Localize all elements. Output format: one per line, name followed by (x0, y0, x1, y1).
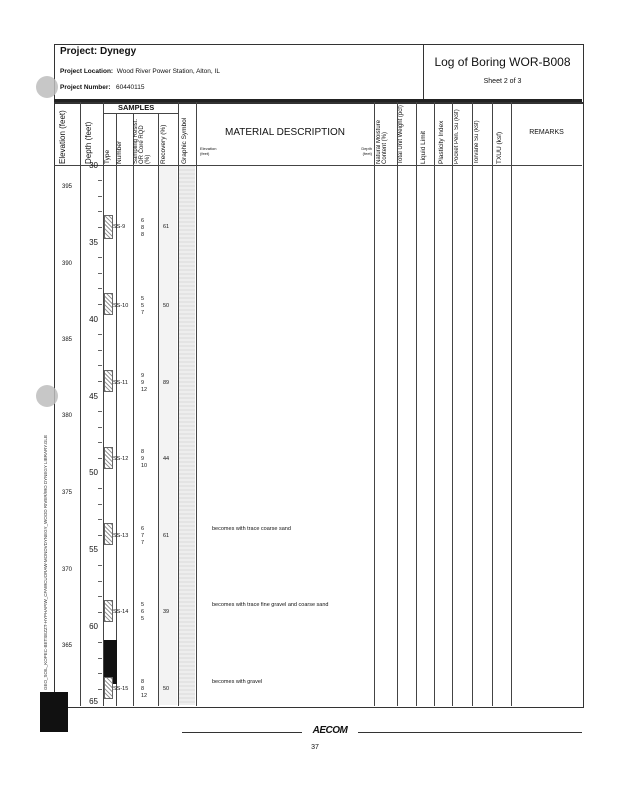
sample-number: SS-14 (113, 609, 129, 615)
txuu-header: TXUU (ksf) (496, 131, 503, 164)
sample-blows: 5 5 7 (141, 296, 145, 316)
binder-hole (36, 385, 58, 407)
log-title: Log of Boring WOR-B008 (434, 55, 571, 69)
col-line (472, 102, 473, 706)
depth-label: 35 (89, 238, 98, 247)
depth-label: 45 (89, 392, 98, 401)
number-header: Number (116, 140, 123, 164)
page-number: 37 (311, 744, 319, 751)
depth-tick (98, 211, 102, 212)
sample-recovery: 50 (163, 303, 170, 309)
material-description-line: becomes with trace coarse sand (212, 526, 291, 532)
sample-blows: 8 8 12 (141, 679, 148, 699)
samples-line (103, 113, 178, 114)
elevation-subheader: Elevation (feet) (200, 146, 217, 156)
sample-recovery: 61 (163, 533, 170, 539)
footer-line-right (358, 732, 582, 733)
depth-tick (98, 442, 102, 443)
sample-number: SS-15 (113, 686, 129, 692)
library-path-text: GEO_SOIL_KOPEC-BETSEZZT-HYPHAPIW_CFAWCUORAW-MONDVDYNEGY_WOOD RIVER/WO DYNEGY LIBRARY.GLB (43, 435, 48, 690)
footer-line-left (182, 732, 302, 733)
depth-tick (98, 581, 102, 582)
project-location: Project Location: Wood River Power Station, Alton, IL (60, 68, 220, 75)
sample-number: SS-10 (113, 303, 129, 309)
depth-tick (98, 658, 102, 659)
sample-blows: 8 9 10 (141, 449, 148, 469)
depth-tick (98, 504, 102, 505)
depth-tick (98, 350, 102, 351)
remarks-header: REMARKS (529, 129, 564, 136)
sample-number: SS-11 (113, 380, 128, 386)
material-description-header: MATERIAL DESCRIPTION (224, 127, 345, 138)
depth-tick (98, 458, 102, 459)
depth-tick (98, 365, 102, 366)
sheet-number: Sheet 2 of 3 (483, 78, 522, 85)
sample-number: SS-13 (113, 533, 129, 539)
col-line (116, 114, 117, 706)
depth-tick (98, 273, 102, 274)
sample-type-symbol (104, 523, 113, 545)
depth-tick (98, 642, 102, 643)
depth-tick (98, 257, 102, 258)
sample-type-symbol (104, 677, 113, 699)
sample-blows: 6 8 8 (141, 218, 145, 238)
sample-number: SS-12 (113, 456, 129, 462)
elevation-label: 390 (62, 261, 73, 267)
col-line (80, 102, 81, 706)
depth-label: 60 (89, 622, 98, 631)
col-line (452, 102, 453, 706)
depth-tick (98, 612, 102, 613)
depth-subheader: Depth (feet) (361, 146, 372, 156)
sample-recovery: 89 (163, 380, 170, 386)
col-line (133, 114, 134, 706)
elevation-label: 385 (62, 337, 73, 343)
graphic-symbol-header: Graphic Symbol (181, 117, 188, 164)
depth-tick (98, 488, 102, 489)
sample-blows: 6 7 7 (141, 526, 145, 546)
depth-tick (98, 196, 102, 197)
sample-number: SS-9 (113, 224, 126, 230)
recovery-header: Recovery (%) (160, 124, 167, 164)
sample-type-symbol (104, 600, 113, 622)
depth-tick (98, 596, 102, 597)
depth-tick (98, 381, 102, 382)
depth-tick (98, 689, 102, 690)
col-line (397, 102, 398, 706)
resist-header: Sampling Resist. OR Core RQD (%) (133, 118, 151, 164)
aecom-logo: AECOM (312, 725, 348, 736)
col-line (374, 102, 375, 706)
graphic-symbol-column (179, 166, 195, 705)
depth-tick (98, 535, 102, 536)
recovery-column-fill (159, 166, 177, 705)
depth-label: 50 (89, 468, 98, 477)
sample-recovery: 50 (163, 686, 170, 692)
elevation-label: 395 (62, 184, 73, 190)
sample-blows: 9 9 12 (141, 373, 148, 393)
depth-label: 40 (89, 315, 98, 324)
elevation-label: 365 (62, 643, 73, 649)
col-line (434, 102, 435, 706)
type-header: Type (104, 149, 111, 164)
sample-blows: 5 6 5 (141, 602, 145, 622)
binder-hole (36, 76, 58, 98)
depth-tick (98, 519, 102, 520)
project-title: Project: Dynegy (60, 46, 137, 57)
depth-tick (98, 427, 102, 428)
liquid-limit-header: Liquid Limit (420, 131, 427, 164)
col-line (511, 102, 512, 706)
sample-type-symbol (104, 447, 113, 469)
elevation-label: 375 (62, 490, 73, 496)
unit-weight-header: Total Unit Weight (pcf) (398, 105, 404, 164)
moisture-header: Natural Moisture Content (%) (376, 119, 388, 164)
pocket-pen-header: Pocket Pen. Su (ksf) (454, 109, 460, 164)
sample-type-symbol (104, 215, 113, 239)
depth-header: Depth (feet) (84, 121, 93, 164)
elevation-label: 380 (62, 413, 73, 419)
elevation-label: 370 (62, 567, 73, 573)
depth-tick (98, 334, 102, 335)
depth-tick (98, 673, 102, 674)
material-description-line: becomes with gravel (212, 679, 263, 685)
torvane-header: Torvane Su (ksf) (474, 120, 480, 164)
depth-label: 55 (89, 545, 98, 554)
depth-tick (98, 180, 102, 181)
col-line (196, 102, 197, 706)
depth-label: 30 (89, 161, 98, 170)
sample-recovery: 61 (163, 224, 170, 230)
col-line (416, 102, 417, 706)
sample-type-symbol (104, 370, 113, 392)
depth-tick (98, 411, 102, 412)
samples-header: SAMPLES (118, 103, 155, 112)
depth-tick (98, 565, 102, 566)
depth-tick (98, 227, 102, 228)
material-description-line: becomes with trace fine gravel and coarse sand (212, 602, 329, 608)
sample-type-symbol (104, 293, 113, 315)
plasticity-index-header: Plasticity Index (438, 120, 445, 164)
sample-recovery: 44 (163, 456, 170, 462)
log-title-box (423, 44, 583, 102)
depth-label: 65 (89, 697, 98, 706)
redaction-block (40, 692, 68, 732)
elevation-header: Elevation (feet) (58, 110, 67, 164)
project-number: Project Number: 60440115 (60, 84, 145, 91)
col-line (492, 102, 493, 706)
depth-tick (98, 288, 102, 289)
sample-recovery: 39 (163, 609, 170, 615)
depth-tick (98, 304, 102, 305)
